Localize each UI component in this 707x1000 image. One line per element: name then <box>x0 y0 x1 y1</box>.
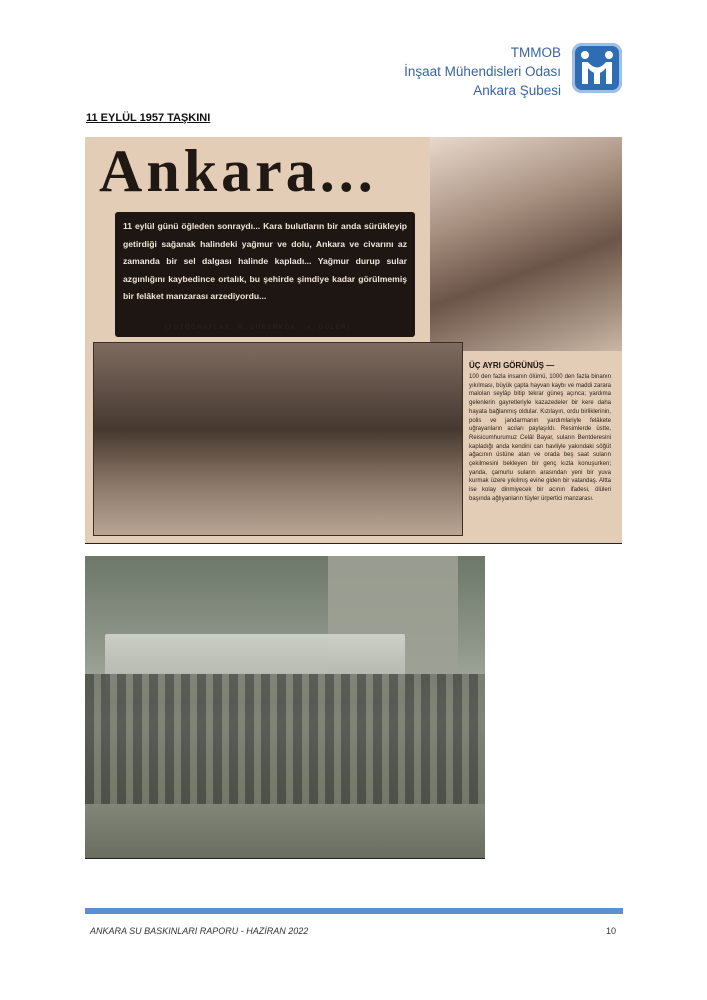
footer-divider <box>85 908 623 914</box>
page-heading: 11 EYLÜL 1957 TAŞKINI <box>86 112 211 124</box>
clipping-lead-text: 11 eylül günü öğleden sonraydı... Kara bulutların bir anda sürükleyip getirdiği sağanak halindeki yağmur ve dolu, Ankara ve civarını az zamanda bir sel dalgası halinde kapladı... Yağmur durup sular azgınlığını kaybedince ortalık, bu şehirde şimdiye kadar görülmemiş bir felâket manzarası arzediyordu... <box>115 212 415 337</box>
clipping-photo-crowd <box>430 137 622 351</box>
org-line-2: İnşaat Mühendisleri Odası <box>404 64 561 79</box>
imo-logo-icon <box>572 43 622 93</box>
photo-credit: (FOTOĞRAFLAR: M. SÜRENKÖK - A. GÜLER) <box>165 325 351 331</box>
clipping-photo-ruins <box>93 342 463 536</box>
org-line-3: Ankara Şubesi <box>473 83 561 98</box>
footer-report-title: ANKARA SU BASKINLARI RAPORU - HAZİRAN 2022 <box>90 926 309 936</box>
caption-title: ÜÇ AYRI GÖRÜNÜŞ — <box>469 361 555 370</box>
photo-crowd <box>85 674 485 804</box>
organization-name <box>404 43 561 100</box>
clipping-title: Ankara... <box>99 138 377 204</box>
page-number: 10 <box>605 926 616 936</box>
org-line-1: TMMOB <box>510 45 561 60</box>
flood-photo <box>85 556 485 859</box>
newspaper-clipping <box>85 137 622 544</box>
caption-text: 100 den fazla insanın ölümü, 1000 den fazla binanın yıkılması, büyük çapta hayvan kaybı ve maddi zarara malolan seylâp bitip tekrar güneş açınca; yardıma gelenlerin gayretleriyle kazazedeler bir kere daha hayata bağlanmış oldular. Kızılayın, ordu birliklerinin, polis ve jandarmanın yardımlariyle felâkete uğrayanların acıları paylaşıldı. Resimlerde üstte, Reisicumhurumuz Celâl Bayar, suların Bentderesini kapladığı anda kendini can havliyle yakındaki söğüt ağacının üstüne atan ve orada beş saat suların çekilmesini bekleyen bir genç kızla konuşurken; yanda, çamurlu suların arasından yeni bir yuva kurmak üzere yıkılmış evine giden bir vatandaş. Altta ise kolay dinmiyecek bir acının ifadesi, ölüleri başında ağlıyanların tüyler ürpertici manzarası. <box>469 374 611 502</box>
